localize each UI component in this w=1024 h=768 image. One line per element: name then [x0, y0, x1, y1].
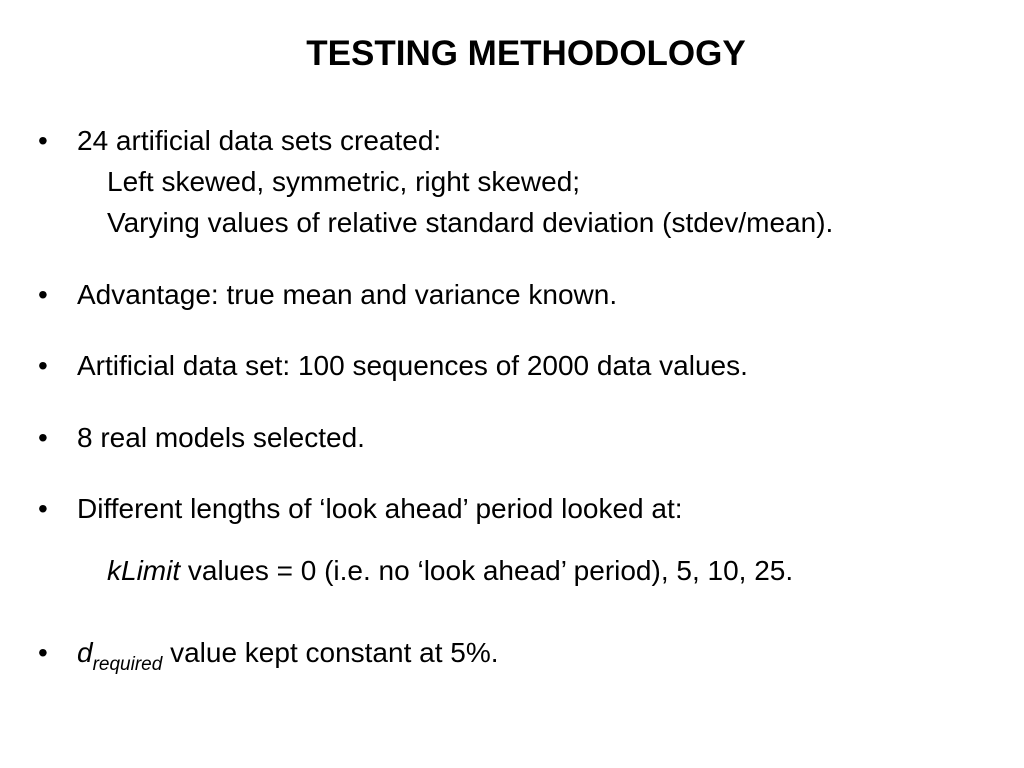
slide-title-container — [0, 34, 1024, 74]
bullet-icon: • — [38, 493, 48, 524]
klimit-variable: kLimit — [107, 555, 181, 586]
bullet-text — [77, 633, 499, 673]
bullet-icon: • — [38, 350, 48, 381]
bullet-text: Different lengths of ‘look ahead’ period looked at: — [77, 493, 683, 524]
d-symbol: d — [77, 637, 93, 668]
bullet-icon: • — [38, 279, 48, 310]
bullet-icon: • — [38, 422, 48, 453]
klimit-values-text: values = 0 (i.e. no ‘look ahead’ period), 5, 10, 25. — [180, 555, 794, 586]
bullet-text: Advantage: true mean and variance known. — [77, 279, 618, 310]
bullet-text: 8 real models selected. — [77, 422, 365, 453]
d-subscript: required — [92, 654, 163, 675]
d-rest-text: value kept constant at 5%. — [162, 637, 499, 668]
bullet-sub-line — [107, 551, 793, 591]
bullet-text: Artificial data set: 100 sequences of 2000 data values. — [77, 350, 748, 381]
bullet-icon: • — [38, 637, 48, 668]
bullet-icon: • — [38, 125, 48, 156]
bullet-sub-line: Left skewed, symmetric, right skewed; — [107, 166, 581, 197]
slide-title: TESTING METHODOLOGY — [306, 34, 746, 73]
bullet-text: 24 artificial data sets created: — [77, 125, 442, 156]
bullet-sub-line: Varying values of relative standard deviation (stdev/mean). — [107, 207, 834, 238]
